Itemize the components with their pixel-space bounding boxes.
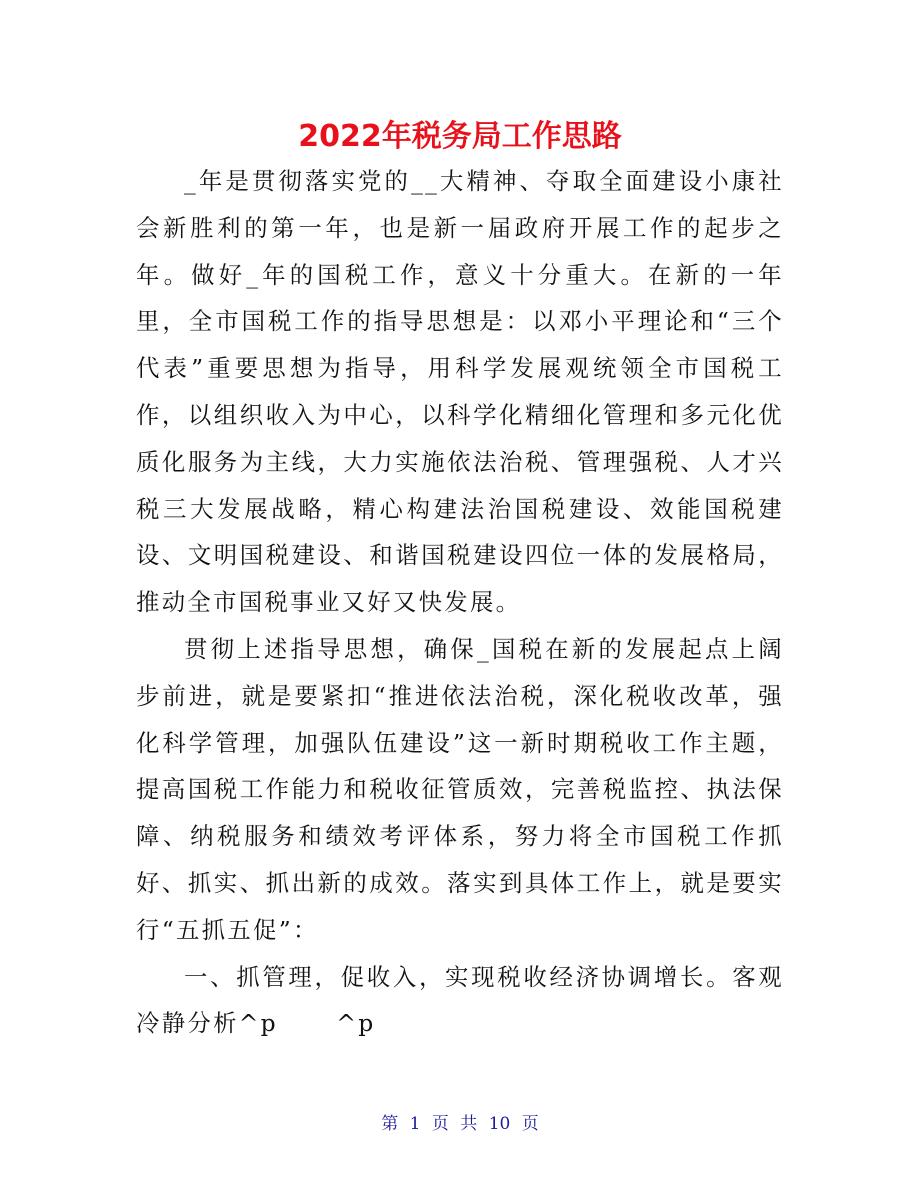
document-body <box>136 158 784 1047</box>
page-number-footer: 第 1 页 共 10 页 <box>381 1114 539 1134</box>
paragraph-guiding-thought: _年是贯彻落实党的__大精神、夺取全面建设小康社会新胜利的第一年，也是新一届政府开展工作的起步之年。做好_年的国税工作，意义十分重大。在新的一年里，全市国税工作的指导思想是：以邓小平理论和“三个代表”重要思想为指导，用科学发展观统领全市国税工作，以组织收入为中心，以科学化精细化管理和多元化优质化服务为主线，大力实施依法治税、管理强税、人才兴税三大发展战略，精心构建法治国税建设、效能国税建设、文明国税建设、和谐国税建设四位一体的发展格局，推动全市国税事业又好又快发展。 <box>136 167 784 617</box>
document-title: 2022年税务局工作思路 <box>298 119 622 154</box>
paragraph-management-revenue: 一、抓管理，促收入，实现税收经济协调增长。客观冷静分析^p ^p <box>136 962 784 1038</box>
paragraph-work-theme: 贯彻上述指导思想，确保_国税在新的发展起点上阔步前进，就是要紧扣“推进依法治税，深化税收改革，强化科学管理，加强队伍建设”这一新时期税收工作主题，提高国税工作能力和税收征管质效，完善税监控、执法保障、纳税服务和绩效考评体系，努力将全市国税工作抓好、抓实、抓出新的成效。落实到具体工作上，就是要实行“五抓五促”： <box>136 634 784 944</box>
